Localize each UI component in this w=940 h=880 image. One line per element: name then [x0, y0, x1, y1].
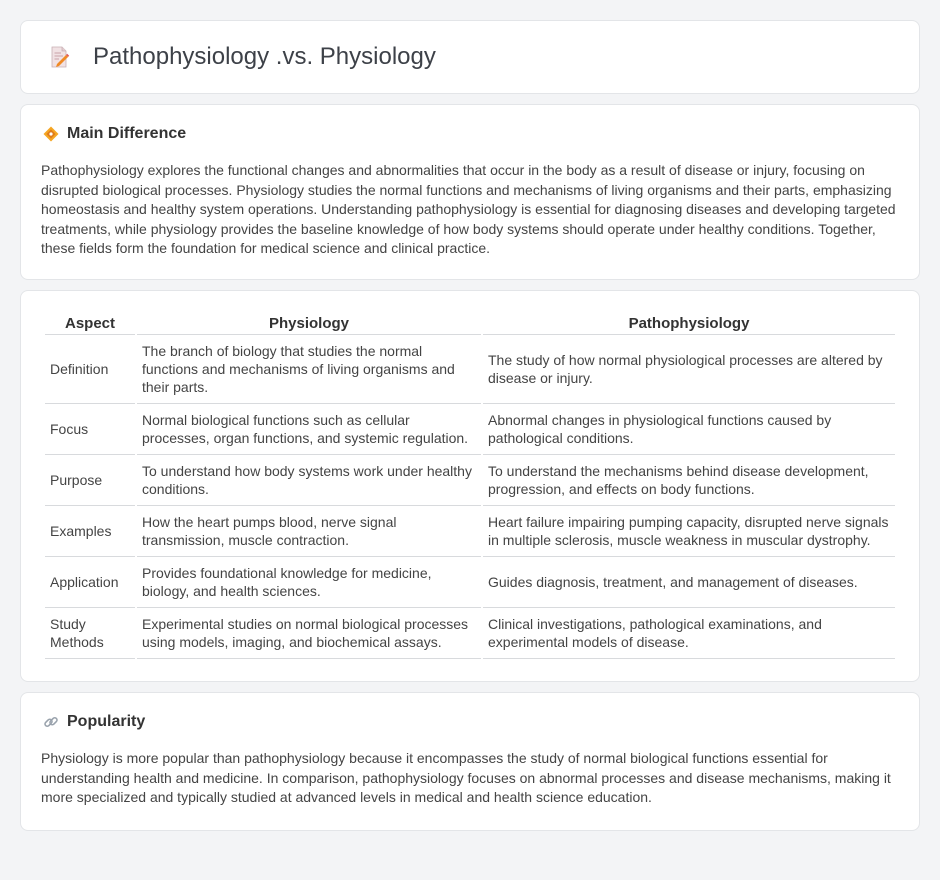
main-difference-text: Pathophysiology explores the functional changes and abnormalities that occur in the body as a result of disease or injury, focusing on disrupted biological processes. Physiology studies the normal functions and mechanisms of living organisms and their parts, emphasizing homeostasis and healthy system operations. Understanding pathophysiology is essential for diagnosing diseases and developing targeted treatments, while physiology provides the baseline knowledge of how body systems should operate under healthy conditions. Together, these fields form the foundation for medical science and clinical practice. [41, 162, 896, 257]
column-header-physiology: Physiology [137, 313, 481, 335]
page-title: Pathophysiology .vs. Physiology [93, 43, 436, 70]
physiology-cell: To understand how body systems work under healthy conditions. [137, 455, 481, 506]
aspect-cell: Application [45, 557, 135, 608]
column-header-aspect: Aspect [45, 313, 135, 335]
aspect-cell: Definition [45, 335, 135, 404]
diamond-icon [43, 126, 59, 142]
physiology-cell: Normal biological functions such as cellular processes, organ functions, and systemic regulation. [137, 404, 481, 455]
physiology-cell: Provides foundational knowledge for medicine, biology, and health sciences. [137, 557, 481, 608]
aspect-cell: Purpose [45, 455, 135, 506]
pathophysiology-cell: To understand the mechanisms behind disease development, progression, and effects on body functions. [483, 455, 895, 506]
link-icon [43, 714, 59, 730]
pathophysiology-cell: Guides diagnosis, treatment, and management of diseases. [483, 557, 895, 608]
popularity-text: Physiology is more popular than pathophysiology because it encompasses the study of normal biological functions essential for understanding health and medicine. In comparison, pathophysiology focuses on abnormal processes and disease mechanisms, making it more specialized and typically studied at advanced levels in medical and health science education. [41, 749, 891, 806]
pathophysiology-cell: Heart failure impairing pumping capacity, disrupted nerve signals in multiple sclerosis, muscle weakness in muscular dystrophy. [483, 506, 895, 557]
table-row [45, 557, 895, 608]
main-difference-heading [43, 125, 899, 143]
document-pen-icon [47, 45, 71, 69]
aspect-cell: Study Methods [45, 608, 135, 659]
table-header-row [45, 313, 895, 335]
table-row [45, 335, 895, 404]
popularity-section [20, 692, 920, 831]
table-row [45, 455, 895, 506]
aspect-cell: Examples [45, 506, 135, 557]
header-card [20, 20, 920, 94]
pathophysiology-cell: The study of how normal physiological processes are altered by disease or injury. [483, 335, 895, 404]
pathophysiology-cell: Clinical investigations, pathological examinations, and experimental models of disease. [483, 608, 895, 659]
comparison-table-card [20, 290, 920, 682]
section-title: Main Difference [67, 125, 187, 142]
table-row [45, 506, 895, 557]
table-row [45, 608, 895, 659]
table-row [45, 404, 895, 455]
pathophysiology-cell: Abnormal changes in physiological functions caused by pathological conditions. [483, 404, 895, 455]
popularity-heading [43, 713, 899, 731]
column-header-pathophysiology: Pathophysiology [483, 313, 895, 335]
aspect-cell: Focus [45, 404, 135, 455]
comparison-table [43, 313, 897, 659]
physiology-cell: The branch of biology that studies the normal functions and mechanisms of living organisms and their parts. [137, 335, 481, 404]
physiology-cell: How the heart pumps blood, nerve signal transmission, muscle contraction. [137, 506, 481, 557]
main-difference-section [20, 104, 920, 280]
physiology-cell: Experimental studies on normal biological processes using models, imaging, and biochemical assays. [137, 608, 481, 659]
section-title: Popularity [67, 712, 146, 730]
